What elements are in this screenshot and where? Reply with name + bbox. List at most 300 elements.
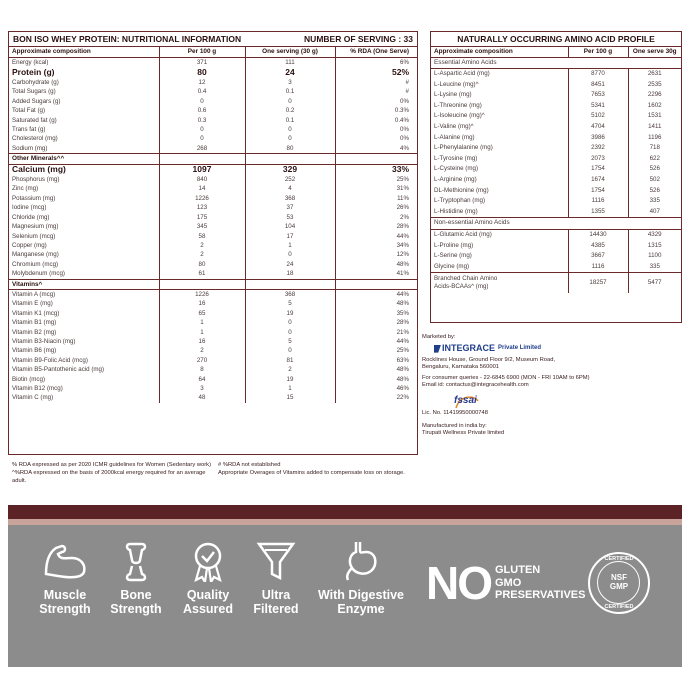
- table-row: [431, 196, 681, 207]
- table-cell: 64: [159, 375, 245, 384]
- table-cell: 0.6: [159, 106, 245, 115]
- table-cell: 2631: [647, 70, 662, 78]
- table-cell: 5: [245, 299, 335, 308]
- table-cell: 1754: [568, 164, 628, 175]
- table-cell: 1674: [568, 175, 628, 186]
- table-cell: 80: [159, 260, 245, 269]
- table-cell: 1754: [568, 186, 628, 197]
- table-cell: 2296: [647, 91, 662, 99]
- table-row: [431, 69, 681, 80]
- table-cell: 2073: [568, 154, 628, 165]
- table-cell: 28%: [396, 223, 409, 231]
- integrace-brand: INTEGRACE: [442, 342, 496, 353]
- table-row: [9, 318, 417, 327]
- seal-bottom: CERTIFIED: [604, 604, 634, 610]
- table-cell: L-Arginine (mg): [431, 175, 568, 186]
- table-cell: 16: [159, 299, 245, 308]
- marketer-info: [422, 334, 682, 438]
- table-cell: Total Fat (g): [9, 106, 159, 115]
- table-cell: 24: [245, 260, 335, 269]
- table-cell: L-Isoleucine (mg)^: [431, 111, 568, 122]
- feature-bone: [100, 540, 172, 616]
- table-cell: L-Cysteine (mg): [431, 164, 568, 175]
- table-cell: 2392: [568, 143, 628, 154]
- table-cell: 24: [245, 67, 335, 78]
- table-cell: 52%: [391, 66, 409, 77]
- table-cell: 718: [649, 144, 660, 152]
- table-cell: 1: [159, 318, 245, 327]
- col-rda: % RDA (One Serve): [335, 47, 417, 57]
- license-number: Lic. No. 11419950000748: [422, 409, 488, 416]
- table-cell: 526: [649, 165, 660, 173]
- table-row: [431, 175, 681, 186]
- no-big-text: NO: [426, 557, 491, 609]
- table-cell: 840: [159, 175, 245, 184]
- table-cell: 0: [245, 250, 335, 259]
- seal-top: CERTIFIED: [604, 556, 634, 562]
- table-cell: 0.3%: [394, 107, 409, 115]
- table-cell: 19: [245, 375, 335, 384]
- table-row: [9, 125, 417, 134]
- table-row: [431, 101, 681, 112]
- table-cell: Trans fat (g): [9, 125, 159, 134]
- table-cell: Vitamin B12 (mcg): [9, 384, 159, 393]
- table-cell: Biotin (mcg): [9, 375, 159, 384]
- table-cell: 1097: [159, 164, 245, 175]
- note-rda-na: # %RDA not established: [218, 462, 281, 468]
- table-cell: 2%: [400, 213, 409, 221]
- table-cell: 21%: [396, 328, 409, 336]
- table-cell: Carbohydrate (g): [9, 78, 159, 87]
- table-cell: 0: [245, 328, 335, 337]
- amino-col-per100: Per 100 g: [568, 47, 628, 57]
- table-row: [431, 143, 681, 154]
- table-cell: L-Alanine (mg): [431, 133, 568, 144]
- table-cell: 526: [649, 186, 660, 194]
- table-cell: 1531: [647, 112, 662, 120]
- table-cell: 28%: [396, 319, 409, 327]
- table-cell: 1: [159, 328, 245, 337]
- nutrition-table: [9, 47, 417, 403]
- table-cell: L-Tyrosine (mg): [431, 154, 568, 165]
- quality-badge-icon: [183, 540, 233, 582]
- table-cell: 123: [159, 203, 245, 212]
- table-cell: L-Serine (mg): [431, 251, 568, 262]
- muscle-icon: [40, 540, 90, 582]
- table-row: [9, 57, 417, 67]
- col-per100: Per 100 g: [159, 47, 245, 57]
- notes-left: [12, 461, 212, 485]
- table-row: [431, 241, 681, 252]
- stomach-icon: [336, 540, 386, 582]
- table-row: [9, 106, 417, 115]
- table-cell: 11%: [397, 194, 409, 202]
- table-cell: Saturated fat (g): [9, 116, 159, 125]
- bcaa-per100: 18257: [568, 273, 628, 294]
- table-cell: 22%: [396, 394, 409, 402]
- table-cell: 0: [245, 125, 335, 134]
- table-cell: Vitamin B9-Folic Acid (mcg): [9, 356, 159, 365]
- nutrition-title: BON ISO WHEY PROTEIN: NUTRITIONAL INFORMATION: [13, 34, 242, 44]
- table-cell: 270: [159, 356, 245, 365]
- table-cell: 335: [649, 262, 660, 270]
- table-cell: 19: [245, 309, 335, 318]
- table-cell: 1: [245, 241, 335, 250]
- amino-col-serve: One serve 30g: [628, 47, 681, 57]
- table-cell: Vitamin B6 (mg): [9, 346, 159, 355]
- table-cell: 0: [159, 125, 245, 134]
- table-cell: 1196: [648, 133, 662, 141]
- table-cell: 1116: [568, 262, 628, 273]
- feature-enzyme-line2: Enzyme: [337, 602, 385, 616]
- table-row: [9, 309, 417, 318]
- manufactured-by-label: Manufactured in india by:: [422, 422, 487, 429]
- amino-col-composition: Approximate composition: [431, 47, 568, 57]
- table-cell: 1226: [159, 289, 245, 299]
- table-cell: 53: [245, 213, 335, 222]
- table-cell: 371: [159, 57, 245, 67]
- table-cell: 4329: [647, 231, 662, 238]
- table-row: [9, 78, 417, 87]
- table-row: [9, 289, 417, 299]
- table-cell: 0: [245, 346, 335, 355]
- address-line-1: Rocklines House, Ground Floor 9/2, Museum Road,: [422, 356, 556, 363]
- table-cell: 14430: [568, 230, 628, 241]
- manufacturer-name: Tirupati Wellness Private limited: [422, 430, 505, 437]
- table-cell: 0: [245, 318, 335, 327]
- table-cell: 329: [245, 164, 335, 175]
- table-row: [9, 144, 417, 154]
- table-cell: Selenium (mcg): [9, 232, 159, 241]
- feature-enzyme: [314, 540, 408, 616]
- table-cell: Chloride (mg): [9, 213, 159, 222]
- table-cell: Glycine (mg): [431, 262, 568, 273]
- table-row: [9, 375, 417, 384]
- table-cell: 48%: [396, 366, 409, 374]
- maroon-band: [8, 505, 682, 519]
- table-row: [9, 356, 417, 365]
- table-row: [431, 154, 681, 165]
- feature-muscle-line2: Strength: [39, 602, 91, 616]
- table-row: [431, 111, 681, 122]
- table-cell: 2: [159, 241, 245, 250]
- table-cell: 1355: [568, 207, 628, 218]
- table-row: [431, 230, 681, 241]
- notes-right: [218, 461, 418, 477]
- amino-header: [431, 32, 681, 47]
- table-cell: 1100: [648, 252, 662, 260]
- table-row: [9, 67, 417, 78]
- table-cell: Zinc (mg): [9, 184, 159, 193]
- table-cell: 407: [649, 207, 660, 215]
- table-cell: 4%: [400, 144, 409, 152]
- table-cell: 35%: [396, 309, 409, 317]
- table-row: [9, 87, 417, 96]
- table-row: [9, 365, 417, 374]
- amino-title: NATURALLY OCCURRING AMINO ACID PROFILE: [457, 34, 655, 44]
- nonessential-section-title: Non-essential Amino Acids: [431, 218, 681, 230]
- table-cell: 18: [245, 269, 335, 279]
- table-row: [9, 116, 417, 125]
- integrace-mark-icon: [434, 345, 441, 353]
- table-cell: 335: [649, 197, 660, 205]
- bone-icon: [111, 540, 161, 582]
- bcaa-label-1: Branched Chain Amino: [434, 275, 498, 283]
- table-cell: 15: [245, 393, 335, 402]
- table-cell: 14: [159, 184, 245, 193]
- table-cell: 252: [245, 175, 335, 184]
- table-row: [9, 203, 417, 212]
- table-cell: 12: [159, 78, 245, 87]
- fssai-text: fssai: [454, 394, 477, 406]
- table-cell: 7653: [568, 90, 628, 101]
- table-cell: 0: [245, 134, 335, 143]
- table-cell: 0: [245, 97, 335, 106]
- note-overages: Appropriate Overages of Vitamins added to compensate loss on storage.: [218, 470, 405, 476]
- table-cell: Molybdenum (mcg): [9, 269, 159, 279]
- table-cell: 368: [245, 194, 335, 203]
- table-cell: L-Proline (mg): [431, 241, 568, 252]
- table-cell: Vitamin E (mg): [9, 299, 159, 308]
- table-cell: Added Sugars (g): [9, 97, 159, 106]
- table-cell: 5341: [568, 101, 628, 112]
- table-cell: L-Phenylalanine (mg): [431, 143, 568, 154]
- table-row: [431, 186, 681, 197]
- table-cell: 5102: [568, 111, 628, 122]
- table-row: [9, 213, 417, 222]
- table-cell: 41%: [396, 270, 409, 278]
- table-cell: L-Threonine (mg): [431, 101, 568, 112]
- table-cell: 0.1: [245, 87, 335, 96]
- table-cell: 63%: [396, 356, 409, 364]
- feature-enzyme-line1: With Digestive: [317, 588, 404, 602]
- table-cell: 25%: [396, 176, 409, 184]
- seal-mid2: GMP: [609, 582, 629, 591]
- table-cell: 175: [159, 213, 245, 222]
- table-row: [9, 241, 417, 250]
- table-cell: 1116: [568, 196, 628, 207]
- no-item-gluten: GLUTEN: [495, 564, 541, 577]
- table-cell: Potassium (mg): [9, 194, 159, 203]
- table-cell: 34%: [396, 241, 409, 249]
- table-row: [9, 232, 417, 241]
- table-cell: Manganese (mg): [9, 250, 159, 259]
- table-cell: 58: [159, 232, 245, 241]
- table-cell: 33%: [391, 164, 409, 175]
- table-row: [9, 184, 417, 193]
- table-cell: 0.3: [159, 116, 245, 125]
- feature-muscle-line1: Muscle: [43, 588, 87, 602]
- table-cell: Cholesterol (mg): [9, 134, 159, 143]
- table-cell: L-Lysine (mg): [431, 90, 568, 101]
- table-cell: 622: [649, 154, 660, 162]
- table-cell: 31%: [396, 185, 409, 193]
- table-cell: 44%: [396, 290, 409, 298]
- table-cell: Magnesium (mg): [9, 222, 159, 231]
- feature-quality-line2: Assured: [182, 602, 234, 616]
- address-line-2: Bengaluru, Karnataka 560001: [422, 364, 500, 371]
- table-cell: Sodium (mg): [9, 144, 159, 154]
- table-cell: 268: [159, 144, 245, 154]
- table-row: [9, 328, 417, 337]
- nutrition-header: [9, 32, 417, 47]
- table-cell: 80: [159, 67, 245, 78]
- table-cell: 0: [159, 134, 245, 143]
- table-cell: DL-Methionine (mg): [431, 186, 568, 197]
- servings-count: NUMBER OF SERVING : 33: [304, 34, 413, 44]
- table-row: [9, 97, 417, 106]
- table-cell: 0.1: [245, 116, 335, 125]
- table-cell: Phosphorus (mg): [9, 175, 159, 184]
- table-row: [431, 164, 681, 175]
- table-cell: 17: [245, 232, 335, 241]
- table-cell: 2: [245, 365, 335, 374]
- contact-line-2: Email id: contactus@integracehealth.com: [422, 382, 529, 389]
- table-row: [9, 194, 417, 203]
- table-row: [431, 207, 681, 218]
- table-cell: 104: [245, 222, 335, 231]
- table-row: [9, 164, 417, 175]
- table-cell: 2: [159, 346, 245, 355]
- table-cell: 44%: [396, 232, 409, 240]
- table-row: [9, 260, 417, 269]
- bcaa-label-2: Acids-BCAAs^ (mg): [434, 283, 489, 291]
- seal-mid1: NSF: [611, 573, 627, 582]
- table-row: [431, 122, 681, 133]
- table-cell: 48: [159, 393, 245, 402]
- table-cell: 26%: [396, 204, 409, 212]
- table-cell: 8451: [568, 80, 628, 91]
- table-row: [431, 262, 681, 273]
- minerals-section-title: Other Minerals^^: [9, 154, 417, 164]
- table-cell: 3: [245, 78, 335, 87]
- table-cell: L-Tryptophan (mg): [431, 196, 568, 207]
- integrace-logo: [434, 342, 682, 353]
- table-cell: 25%: [396, 347, 409, 355]
- table-cell: 4385: [568, 241, 628, 252]
- bcaa-row: [431, 273, 681, 294]
- table-cell: 8770: [568, 69, 628, 80]
- table-cell: Protein (g): [9, 67, 159, 78]
- table-cell: 0: [159, 97, 245, 106]
- table-cell: Vitamin B2 (mg): [9, 328, 159, 337]
- table-cell: 65: [159, 309, 245, 318]
- note-rda-kcal: ^%RDA expressed on the basis of 2000kcal energy required for an average adult.: [12, 470, 206, 484]
- table-cell: 37: [245, 203, 335, 212]
- table-cell: Vitamin A (mcg): [9, 289, 159, 299]
- feature-bone-line1: Bone: [120, 588, 152, 602]
- table-cell: Total Sugars (g): [9, 87, 159, 96]
- table-cell: 0%: [400, 97, 409, 105]
- table-cell: Chromium (mcg): [9, 260, 159, 269]
- table-row: [9, 299, 417, 308]
- table-cell: Vitamin B1 (mg): [9, 318, 159, 327]
- nutrition-panel: [8, 31, 418, 455]
- table-row: [9, 134, 417, 143]
- col-composition: Approximate composition: [9, 47, 159, 57]
- table-row: [431, 90, 681, 101]
- table-cell: 0%: [400, 135, 409, 143]
- amino-panel: [430, 31, 682, 323]
- table-row: [9, 222, 417, 231]
- table-row: [9, 384, 417, 393]
- table-cell: 0.4%: [394, 116, 409, 124]
- fssai-logo: [452, 393, 482, 410]
- table-cell: 1602: [647, 101, 662, 109]
- feature-muscle: [30, 540, 100, 616]
- table-cell: Calcium (mg): [9, 164, 159, 175]
- table-row: [9, 346, 417, 355]
- amino-table: [431, 47, 681, 293]
- table-row: [431, 251, 681, 262]
- table-cell: L-Leucine (mg)^: [431, 80, 568, 91]
- table-cell: 8: [159, 365, 245, 374]
- table-row: [9, 337, 417, 346]
- table-cell: 48%: [396, 260, 409, 268]
- table-cell: L-Histidine (mg): [431, 207, 568, 218]
- table-cell: Vitamin K1 (mcg): [9, 309, 159, 318]
- table-cell: 0.4: [159, 87, 245, 96]
- table-cell: 2: [159, 250, 245, 259]
- feature-filtered-line2: Filtered: [253, 602, 299, 616]
- col-serving: One serving (30 g): [245, 47, 335, 57]
- table-cell: #: [405, 78, 409, 86]
- table-cell: 111: [245, 57, 335, 67]
- table-cell: 61: [159, 269, 245, 279]
- table-cell: Iodine (mcg): [9, 203, 159, 212]
- filter-funnel-icon: [251, 540, 301, 582]
- table-row: [431, 133, 681, 144]
- table-cell: Energy (kcal): [9, 57, 159, 67]
- feature-bone-line2: Strength: [110, 602, 162, 616]
- table-cell: 502: [649, 176, 660, 184]
- table-row: [9, 393, 417, 402]
- table-cell: 0.2: [245, 106, 335, 115]
- table-cell: 12%: [396, 251, 409, 259]
- table-cell: Vitamin B3-Niacin (mg): [9, 337, 159, 346]
- table-cell: L-Glutamic Acid (mg): [431, 230, 568, 241]
- feature-filtered: [242, 540, 310, 616]
- table-cell: 1226: [159, 194, 245, 203]
- table-row: [9, 269, 417, 279]
- table-cell: 2535: [647, 80, 662, 88]
- table-cell: 1: [245, 384, 335, 393]
- table-cell: Copper (mg): [9, 241, 159, 250]
- note-rda-icmr: % RDA expressed as per 2020 ICMR guidelines for Women (Sedentary work): [12, 462, 212, 468]
- feature-filtered-line1: Ultra: [261, 588, 291, 602]
- table-cell: L-Aspartic Acid (mg): [431, 69, 568, 80]
- table-cell: 4: [245, 184, 335, 193]
- table-cell: Vitamin C (mg): [9, 393, 159, 402]
- vitamins-section-title: Vitamins^: [9, 279, 417, 289]
- integrace-suffix: Private Limited: [498, 344, 542, 351]
- table-cell: 1411: [648, 123, 662, 131]
- table-cell: 3986: [568, 133, 628, 144]
- table-cell: 3: [159, 384, 245, 393]
- table-cell: 6%: [400, 58, 409, 66]
- table-cell: L-Valine (mg)^: [431, 122, 568, 133]
- table-cell: 48%: [396, 375, 409, 383]
- table-cell: 3667: [568, 251, 628, 262]
- table-cell: 81: [245, 356, 335, 365]
- amino-column-header: [431, 47, 681, 57]
- no-item-preservatives: PRESERVATIVES: [495, 589, 586, 602]
- table-cell: Vitamin B5-Pantothenic acid (mg): [9, 365, 159, 374]
- table-cell: 44%: [396, 337, 409, 345]
- table-cell: 1315: [647, 241, 662, 249]
- table-row: [431, 80, 681, 91]
- essential-section-title: Essential Amino Acids: [431, 57, 681, 69]
